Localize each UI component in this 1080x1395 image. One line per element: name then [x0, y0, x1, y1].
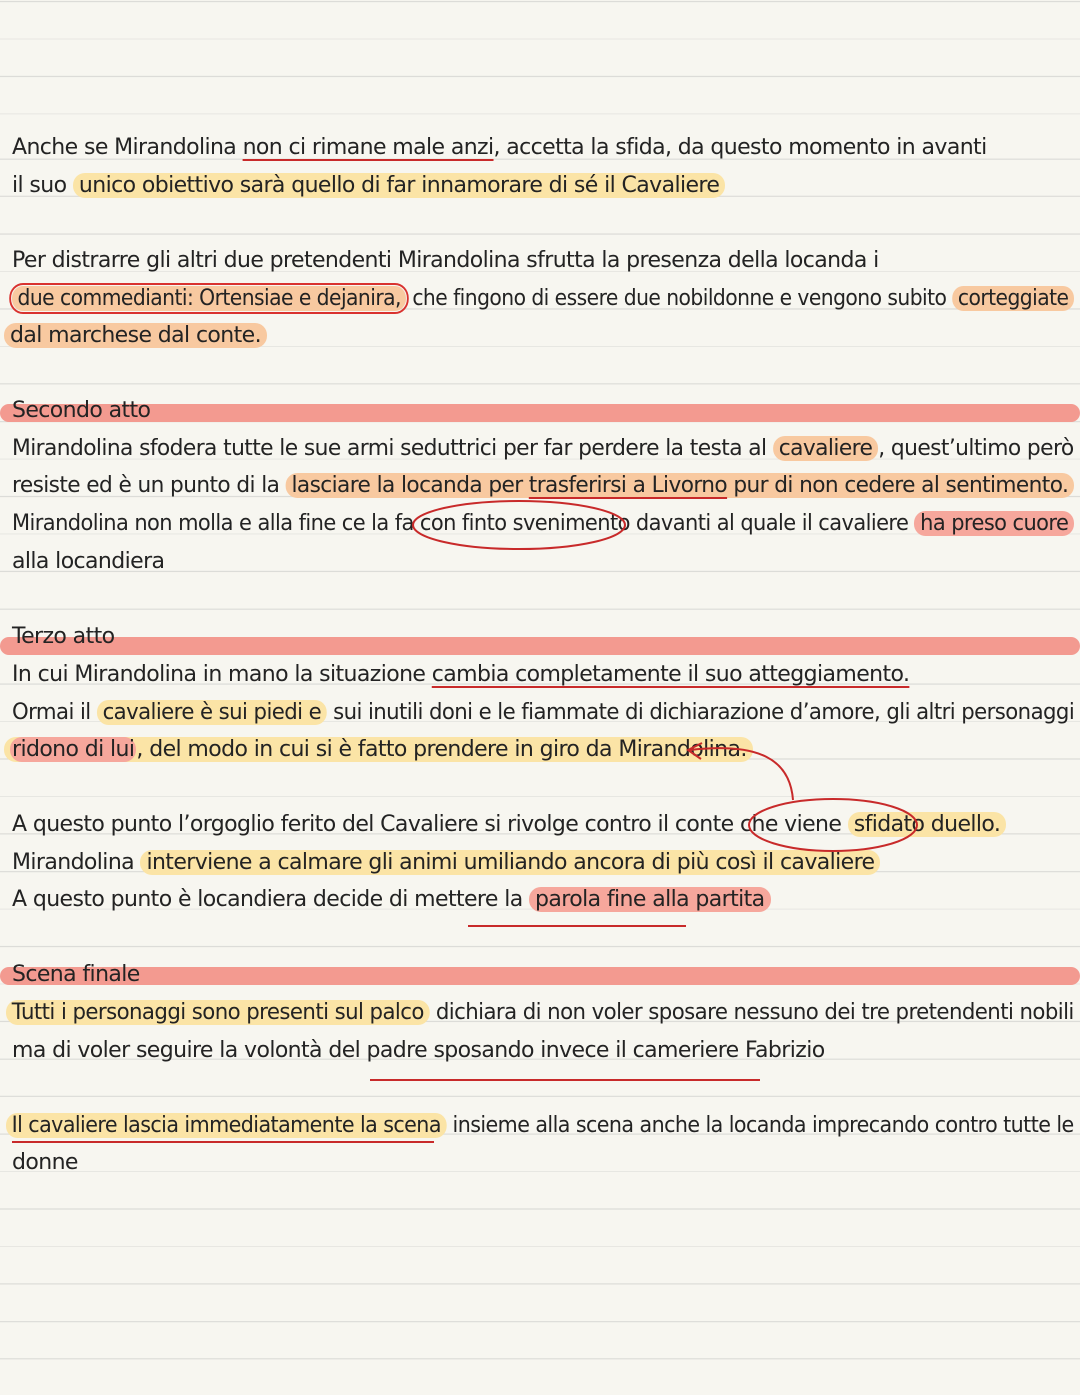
intro-line-1: Anche se Mirandolina non ci rimane male anzi, accetta la sfida, da questo momento in avanti — [12, 135, 987, 160]
highlighted-phrase: interviene a calmare gli animi umiliando ancora di più così il cavaliere — [140, 850, 880, 875]
highlighted-phrase: sfidato duello. — [848, 812, 1007, 837]
heading-terzo-atto: Terzo atto — [12, 624, 115, 649]
arrow-curve — [690, 748, 793, 800]
highlighted-phrase: Tutti i personaggi sono presenti sul palco — [6, 1000, 430, 1025]
highlighted-phrase: Il cavaliere lascia immediatamente la scena — [6, 1113, 447, 1138]
finale-line-2: ma di voler seguire la volontà del padre sposando invece il cameriere Fabrizio — [12, 1038, 825, 1063]
intro-line-2: il suo unico obiettivo sarà quello di far innamorare di sé il Cavaliere — [12, 171, 725, 201]
finale-line-3: Il cavaliere lascia immediatamente la scena insieme alla scena anche la locanda imprecando contro tutte le — [6, 1111, 1074, 1141]
underlined-phrase: non ci rimane male anzi — [242, 135, 494, 160]
secondo-line-1: Mirandolina sfodera tutte le sue armi seduttrici per far perdere la testa al cavaliere , quest’ultimo però — [12, 436, 1074, 461]
heading-secondo-atto: Secondo atto — [12, 398, 151, 423]
para2-line-2: due commedianti: Ortensiae e dejanira, che fingono di essere due nobildonne e vengono subito corteggiate — [12, 284, 1074, 314]
highlighted-phrase: ha preso cuore — [914, 511, 1074, 536]
para2-line-1: Per distrarre gli altri due pretendenti Mirandolina sfrutta la presenza della locanda i — [12, 248, 879, 273]
heading-scena-finale: Scena finale — [12, 962, 140, 987]
underlined-phrase: cambia completamente il suo atteggiamento. — [431, 662, 910, 687]
terzo-line-5: Mirandolina interviene a calmare gli animi umiliando ancora di più così il cavaliere — [12, 848, 880, 878]
circle-sfidato-duello — [749, 799, 917, 851]
terzo-line-1: In cui Mirandolina in mano la situazione cambia completamente il suo atteggiamento. — [12, 662, 910, 687]
highlighted-phrase: cavaliere — [773, 436, 878, 461]
arrow-head-icon — [688, 743, 702, 759]
terzo-line-2: Ormai il cavaliere è sui piedi e sui inutili doni e le fiammate di dichiarazione d’amore, gli altri personaggi — [12, 700, 1075, 725]
highlighted-phrase: lasciare la locanda per trasferirsi a Livorno pur di non cedere al sentimento. — [286, 473, 1075, 498]
highlighted-phrase: dal marchese dal conte. — [4, 323, 267, 348]
highlighted-phrase: corteggiate — [952, 286, 1074, 311]
terzo-line-4: A questo punto l’orgoglio ferito del Cavaliere si rivolge contro il conte che viene sfidato duello. — [12, 810, 1006, 840]
highlighted-phrase: cavaliere è sui piedi e — [97, 700, 327, 725]
secondo-line-3: Mirandolina non molla e alla fine ce la fa con finto svenimento davanti al quale il cavaliere ha preso cuore — [12, 509, 1074, 539]
highlighted-phrase: ridono di lui, del modo in cui si è fatto prendere in giro da Mirandolina. — [4, 737, 753, 762]
boxed-phrase: due commedianti: Ortensiae e dejanira, — [12, 286, 406, 311]
secondo-line-4: alla locandiera — [12, 549, 165, 574]
finale-line-4: donne — [12, 1150, 78, 1175]
finale-line-1: Tutti i personaggi sono presenti sul palco dichiara di non voler sposare nessuno dei tre pretendenti nobili — [6, 998, 1074, 1028]
circle-finto-svenimento — [413, 501, 625, 549]
highlighted-phrase: parola fine alla partita — [529, 887, 771, 912]
terzo-line-6: A questo punto è locandiera decide di mettere la parola fine alla partita — [12, 885, 771, 915]
highlighted-phrase: unico obiettivo sarà quello di far innamorare di sé il Cavaliere — [73, 173, 725, 198]
secondo-line-2: resiste ed è un punto di la lasciare la locanda per trasferirsi a Livorno pur di non cedere al sentimento. — [12, 471, 1074, 501]
